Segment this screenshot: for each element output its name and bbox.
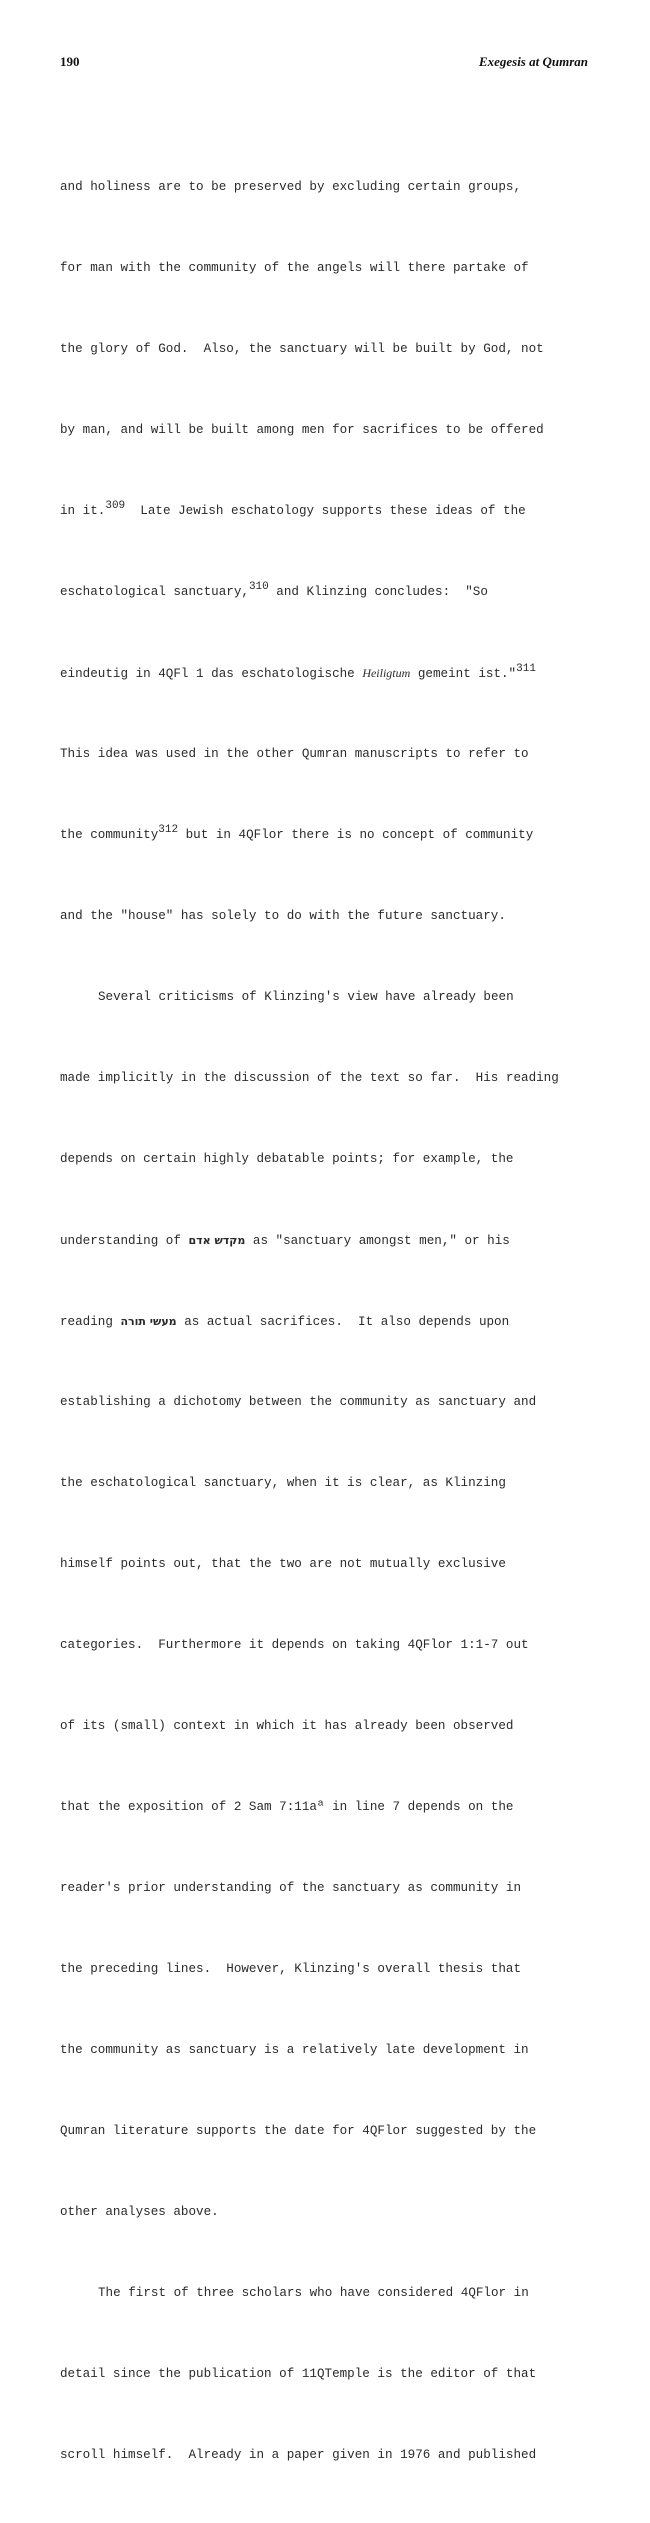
text-line: depends on certain highly debatable points; for example, the xyxy=(60,1152,514,1166)
text-line: and the "house" has solely to do with the future sanctuary. xyxy=(60,909,506,923)
text-line: This idea was used in the other Qumran manuscripts to refer to xyxy=(60,747,529,761)
hebrew-phrase: מעשי תורה xyxy=(120,1315,177,1328)
text-line: for man with the community of the angels will there partake of xyxy=(60,261,529,275)
footnote-ref-310: 310 xyxy=(248,581,269,593)
text-segment: eschatological sanctuary, xyxy=(60,585,249,599)
text-segment: the community xyxy=(60,828,159,842)
footnote-ref-311: 311 xyxy=(516,663,536,675)
text-line: Qumran literature supports the date for 4QFlor suggested by the xyxy=(60,2124,537,2138)
text-segment: as actual sacrifices. It also depends upon xyxy=(176,1315,510,1329)
text-line: made implicitly in the discussion of the text so far. His reading xyxy=(60,1071,559,1085)
text-segment: gemeint ist." xyxy=(410,667,517,681)
text-line: of its (small) context in which it has already been observed xyxy=(60,1719,514,1733)
text-segment: but in 4QFlor there is no concept of community xyxy=(178,828,534,842)
text-line: and holiness are to be preserved by excluding certain groups, xyxy=(60,180,522,194)
text-line: the preceding lines. However, Klinzing's overall thesis that xyxy=(60,1962,522,1976)
running-title: Exegesis at Qumran xyxy=(478,54,588,69)
text-segment: and Klinzing concludes: "So xyxy=(268,585,488,599)
text-line: the glory of God. Also, the sanctuary will be built by God, not xyxy=(60,342,544,356)
text-line: the eschatological sanctuary, when it is clear, as Klinzing xyxy=(60,1476,506,1490)
text-line: other analyses above. xyxy=(60,2205,219,2219)
paragraph-start-line: The first of three scholars who have considered 4QFlor in xyxy=(98,2286,529,2300)
text-line: reader's prior understanding of the sanctuary as community in xyxy=(60,1881,522,1895)
text-segment: reading xyxy=(60,1315,121,1329)
text-line xyxy=(60,660,600,687)
text-line: establishing a dichotomy between the community as sanctuary and xyxy=(60,1395,537,1409)
text-line xyxy=(60,579,600,606)
text-line: himself points out, that the two are not mutually exclusive xyxy=(60,1557,506,1571)
text-line xyxy=(60,1308,600,1335)
text-segment: as "sanctuary amongst men," or his xyxy=(245,1234,510,1248)
body-text xyxy=(60,120,600,2523)
text-line: scroll himself. Already in a paper given in 1976 and published xyxy=(60,2448,537,2462)
text-line xyxy=(60,822,600,849)
footnote-ref-312: 312 xyxy=(158,824,179,836)
text-segment: understanding of xyxy=(60,1234,189,1248)
text-segment: eindeutig in 4QFl 1 das eschatologische xyxy=(60,667,363,681)
text-line: the community as sanctuary is a relatively late development in xyxy=(60,2043,529,2057)
running-header xyxy=(60,54,588,74)
paragraph-start-line: Several criticisms of Klinzing's view have already been xyxy=(98,990,514,1004)
text-line: detail since the publication of 11QTemple is the editor of that xyxy=(60,2367,537,2381)
text-line: categories. Furthermore it depends on taking 4QFlor 1:1-7 out xyxy=(60,1638,529,1652)
text-segment: in it. xyxy=(60,504,106,518)
text-line xyxy=(60,1227,600,1254)
text-segment: Late Jewish eschatology supports these ideas of the xyxy=(125,504,526,518)
hebrew-phrase: מקדש אדם xyxy=(188,1234,246,1247)
italic-word: Heiligtum xyxy=(362,666,411,680)
text-line: by man, and will be built among men for sacrifices to be offered xyxy=(60,423,544,437)
text-line xyxy=(60,498,600,525)
text-line: that the exposition of 2 Sam 7:11aª in line 7 depends on the xyxy=(60,1800,514,1814)
page-number: 190 xyxy=(60,54,80,69)
footnote-ref-309: 309 xyxy=(105,500,126,512)
